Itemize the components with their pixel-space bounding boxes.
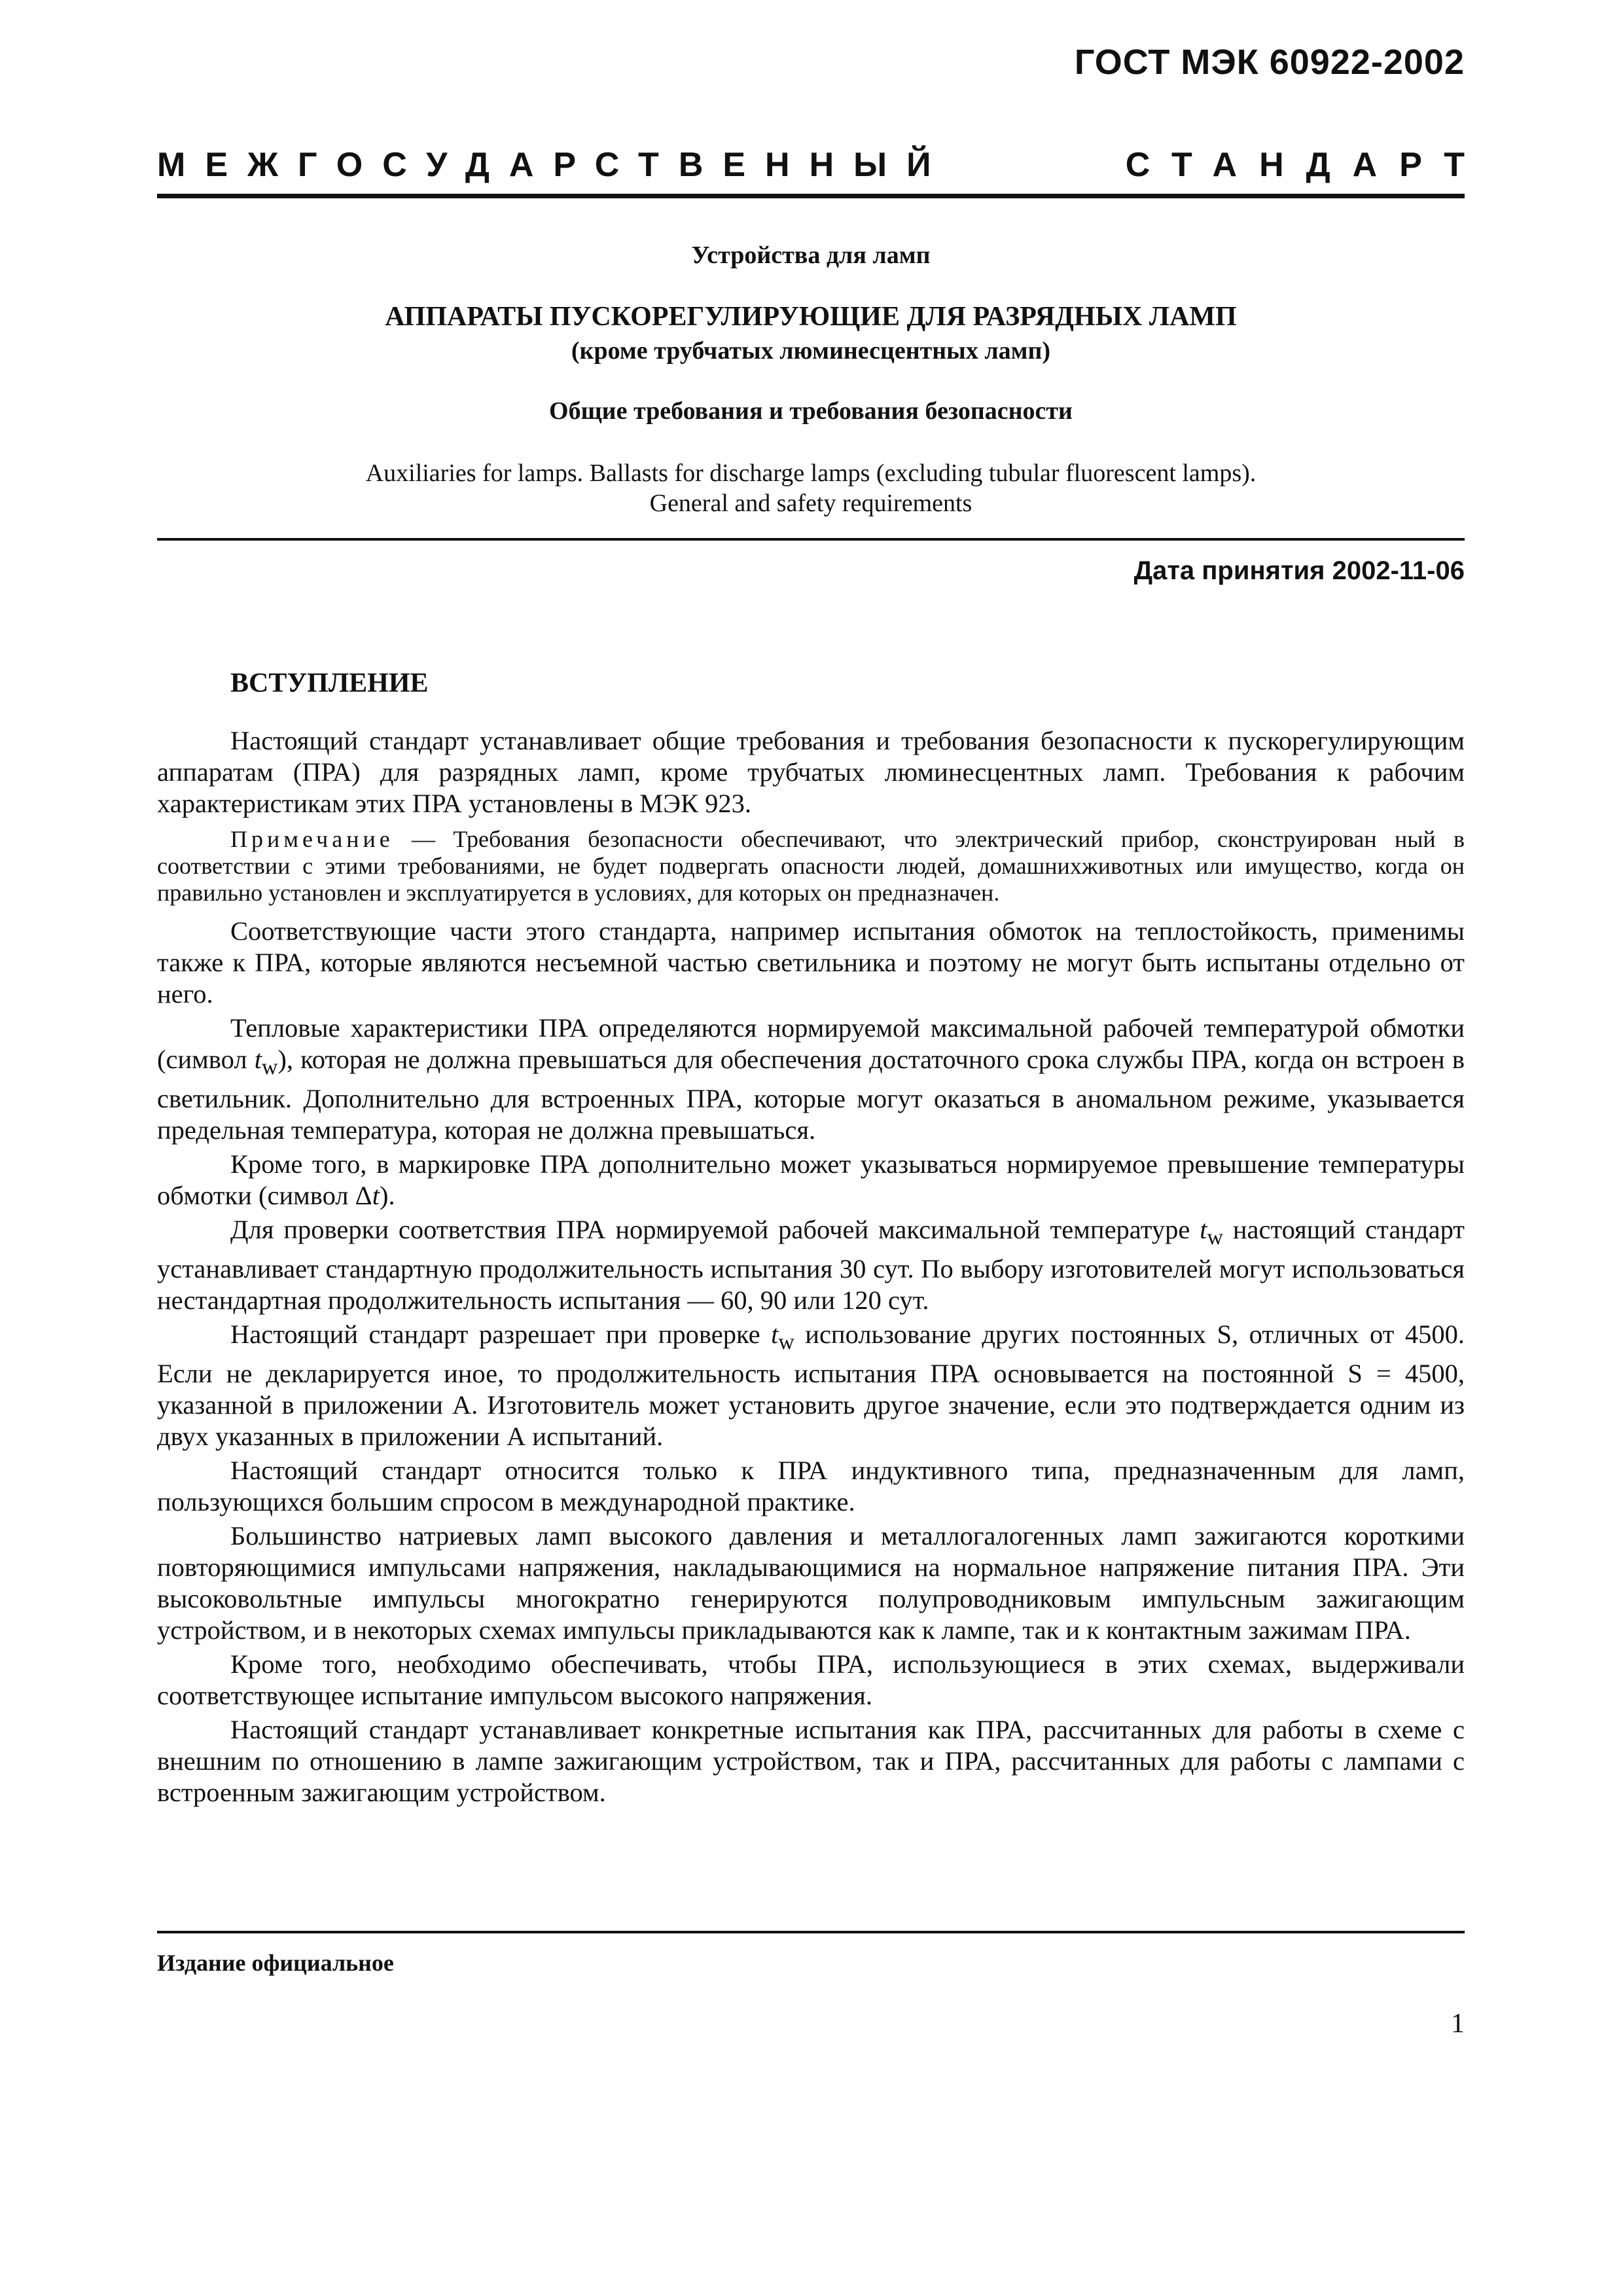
paragraph-1: Настоящий стандарт устанавливает общие требования и требования безопасности к пускорегулирующим аппаратам (ПРА) для разрядных ламп, кроме трубчатых люминесцентных ламп. Требования к рабочим характеристикам этих ПРА установлены в МЭК 923.	[157, 726, 1465, 818]
title-divider	[157, 538, 1465, 541]
edition-label: Издание официальное	[157, 1950, 394, 1976]
symbol-t: t	[771, 1319, 779, 1350]
intro-body	[157, 725, 1465, 1811]
english-title	[157, 458, 1465, 518]
paragraph-4	[157, 1149, 1465, 1211]
paragraph-9: Кроме того, необходимо обеспечивать, чтобы ПРА, использующиеся в этих схемах, выдерживали соответствующее испытание импульсом высокого напряжения.	[157, 1649, 1465, 1711]
page-number: 1	[1451, 2009, 1465, 2039]
english-title-line-1: Auxiliaries for lamps. Ballasts for discharge lamps (excluding tubular fluorescent lamps).	[365, 459, 1257, 487]
paragraph-3	[157, 1013, 1465, 1146]
paragraph-4-text-b: ).	[379, 1181, 395, 1211]
paragraph-7: Настоящий стандарт относится только к ПРА индуктивного типа, предназначенным для ламп, пользующихся большим спросом в международной практике.	[157, 1456, 1465, 1517]
english-title-line-2: General and safety requirements	[649, 490, 972, 517]
symbol-subscript-w: w	[1207, 1225, 1223, 1250]
standard-banner	[157, 145, 1487, 185]
banner-word-interstate: МЕЖГОСУДАРСТВЕННЫЙ	[157, 146, 951, 184]
paragraph-5-text-a: Для проверки соответствия ПРА нормируемой рабочей максимальной температуре	[230, 1215, 1200, 1245]
paragraph-6-text-a: Настоящий стандарт разрешает при проверке	[230, 1319, 772, 1350]
footer-divider	[157, 1931, 1465, 1933]
symbol-subscript-w: w	[778, 1330, 794, 1355]
symbol-t: t	[1200, 1215, 1207, 1245]
paragraph-8: Большинство натриевых ламп высокого давления и металлогалогенных ламп зажигаются короткими повторяющимися импульсами напряжения, накладывающимися на нормальное напряжение питания ПРА. Эти высоковольтные импульсы многократно генерируются полупроводниковым импульсным зажигающим устройством, и в некоторых схемах импульсы прикладываются как к лампе, так и к контактным зажимам ПРА.	[157, 1521, 1465, 1645]
symbol-subscript-w: w	[261, 1055, 278, 1080]
note-paragraph	[157, 826, 1465, 906]
banner-word-standard: СТАНДАРТ	[1125, 146, 1487, 184]
paragraph-3-text-a: Тепловые характеристики ПРА определяются нормируемой максимальной рабочей температурой обмотки (символ	[157, 1013, 1465, 1074]
banner-divider	[157, 194, 1465, 198]
paragraph-3-text-b: ), которая не должна превышаться для обеспечения достаточного срока службы ПРА, когда он встроен в светильник. Дополнительно для встроенных ПРА, которые могут оказаться в аномальном режиме, указывается предельная температура, которая не должна превышаться.	[157, 1045, 1465, 1145]
symbol-t: t	[372, 1181, 380, 1211]
paragraph-4-text-a: Кроме того, в маркировке ПРА дополнительно может указываться нормируемое превышение температуры обмотки (символ Δ	[157, 1149, 1465, 1211]
subject-line: Устройства для ламп	[691, 242, 931, 269]
paragraph-6-text-b: использование других постоянных S, отличных от 4500. Если не декларируется иное, то продолжительность испытания ПРА основывается на постоянной S = 4500, указанной в приложении А. Изготовитель может установить другое значение, если это подтверждается одним из двух указанных в приложении А испытаний.	[157, 1319, 1465, 1452]
document-code: ГОСТ МЭК 60922-2002	[1074, 43, 1465, 82]
note-label: Примечание	[230, 826, 394, 852]
requirements-line: Общие требования и требования безопасности	[549, 397, 1073, 425]
paragraph-6	[157, 1319, 1465, 1452]
paragraph-2: Соответствующие части этого стандарта, например испытания обмоток на теплостойкость, применимы также к ПРА, которые являются несъемной частью светильника и поэтому не могут быть испытаны отдельно от него.	[157, 916, 1465, 1009]
paragraph-10: Настоящий стандарт устанавливает конкретные испытания как ПРА, рассчитанных для работы в схеме с внешним по отношению в лампе зажигающим устройством, так и ПРА, рассчитанных для работы с лампами с встроенным зажигающим устройством.	[157, 1715, 1465, 1808]
note-text: — Требования безопасности обеспечивают, что электрический прибор, сконструирован ный в соответствии с этими требованиями, не будет подвергать опасности людей, домашнихживотных или имущество, когда он правильно установлен и эксплуатируется в условиях, для которых он предназначен.	[157, 826, 1465, 906]
document-subtitle: (кроме трубчатых люминесцентных ламп)	[571, 337, 1051, 365]
paragraph-5	[157, 1214, 1465, 1316]
document-title: АППАРАТЫ ПУСКОРЕГУЛИРУЮЩИЕ ДЛЯ РАЗРЯДНЫХ ЛАМП	[385, 302, 1237, 332]
symbol-t: t	[254, 1045, 262, 1074]
section-heading: ВСТУПЛЕНИЕ	[230, 668, 429, 698]
adoption-date: Дата принятия 2002-11-06	[1133, 556, 1465, 585]
paragraph-5-text-b: настоящий стандарт устанавливает стандартную продолжительность испытания 30 сут. По выбору изготовителей могут использоваться нестандартная продолжительность испытания — 60, 90 или 120 сут.	[157, 1215, 1465, 1316]
